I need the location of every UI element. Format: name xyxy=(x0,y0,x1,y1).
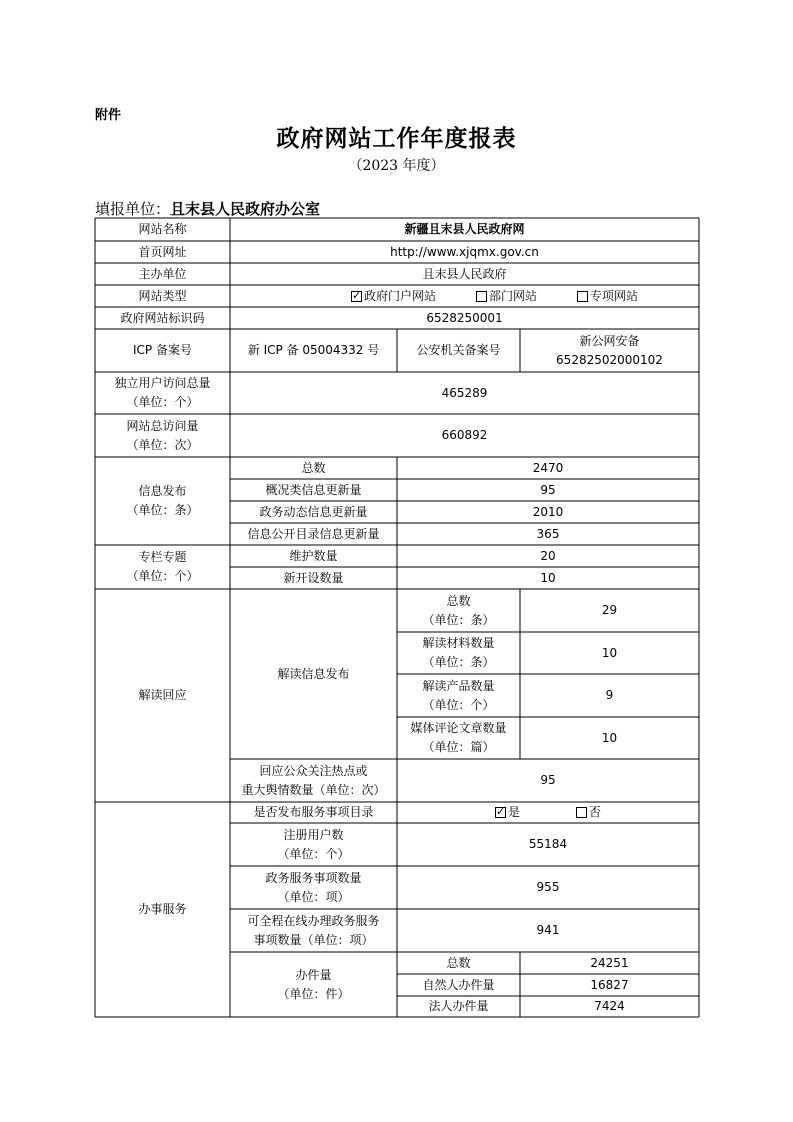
interpretation-label: 解读回应 xyxy=(138,688,187,702)
cases-row-value: 7424 xyxy=(594,999,625,1013)
checkbox-icon xyxy=(577,291,588,302)
hotspot-label-line2: 重大舆情数量（单位：次） xyxy=(241,782,386,797)
info-publish-label xyxy=(95,457,230,545)
service-items-value: 955 xyxy=(536,880,560,894)
online-items-label xyxy=(230,909,397,952)
interp-row-value: 10 xyxy=(601,730,618,745)
site-code-value: 6528250001 xyxy=(426,310,503,325)
homepage-label: 首页网址 xyxy=(138,244,187,259)
info-row-value: 2010 xyxy=(532,504,564,519)
checked-checkbox-icon xyxy=(495,807,506,818)
interp-row-label xyxy=(397,674,520,717)
service-label: 办事服务 xyxy=(138,902,187,916)
interp-row-value: 29 xyxy=(601,603,618,617)
users-label-text: 注册用户数 xyxy=(283,827,344,842)
online-items-label-line1: 可全程在线办理政务服务 xyxy=(247,913,380,928)
police-record-label: 公安机关备案号 xyxy=(416,343,501,357)
report-year: （2023 年度） xyxy=(348,158,445,174)
filing-unit-value: 且末县人民政府办公室 xyxy=(170,200,321,218)
interp-row-unit: （单位：条） xyxy=(422,612,495,627)
info-row-label: 总数 xyxy=(301,460,326,475)
hotspot-value: 95 xyxy=(540,773,556,787)
catalog-option-yes[interactable] xyxy=(495,803,520,822)
site-type-option-department[interactable] xyxy=(476,287,537,306)
catalog-option-no[interactable] xyxy=(576,803,601,822)
interp-row-label xyxy=(397,589,520,632)
pv-value: 660892 xyxy=(441,428,488,442)
users-unit: （单位：个） xyxy=(277,846,350,861)
police-record-line2: 65282502000102 xyxy=(556,352,663,367)
users-label xyxy=(230,823,397,866)
service-items-unit: （单位：项） xyxy=(277,889,350,904)
cases-label-text: 办件量 xyxy=(295,967,332,982)
interp-row-label-text: 解读产品数量 xyxy=(422,678,495,693)
checkbox-icon xyxy=(576,807,587,818)
cases-row-label: 自然人办件量 xyxy=(422,977,495,992)
checked-checkbox-icon xyxy=(351,291,362,302)
homepage-url[interactable]: http://www.xjqmx.gov.cn xyxy=(390,244,539,259)
police-record-value xyxy=(520,329,699,372)
icp-label: ICP 备案号 xyxy=(133,343,192,357)
hotspot-label-line1: 回应公众关注热点或 xyxy=(259,763,368,778)
interp-row-value: 9 xyxy=(605,688,614,702)
column-row-label: 新开设数量 xyxy=(283,570,344,585)
info-row-label: 概况类信息更新量 xyxy=(265,482,362,497)
info-publish-label-text: 信息发布 xyxy=(138,484,187,498)
column-row-label: 维护数量 xyxy=(289,548,338,563)
site-name-value: 新疆且末县人民政府网 xyxy=(404,222,525,236)
info-publish-unit: （单位：条） xyxy=(126,503,199,517)
interp-row-unit: （单位：个） xyxy=(422,697,495,712)
column-topic-label xyxy=(95,545,230,589)
interp-row-label-text: 媒体评论文章数量 xyxy=(410,721,507,735)
hotspot-label xyxy=(230,759,397,802)
icp-value: 新 ICP 备 05004332 号 xyxy=(247,343,380,357)
online-items-label-line2: 事项数量（单位：项） xyxy=(253,932,374,947)
pv-unit: （单位：次） xyxy=(126,437,199,452)
interp-row-label xyxy=(397,632,520,674)
uv-unit: （单位：个） xyxy=(126,395,199,409)
site-type-option-label: 专项网站 xyxy=(590,288,639,303)
column-row-value: 20 xyxy=(540,548,556,563)
online-items-value: 941 xyxy=(536,923,560,937)
cases-row-value: 24251 xyxy=(590,955,629,970)
catalog-label: 是否发布服务事项目录 xyxy=(253,805,374,819)
service-items-label-text: 政务服务事项数量 xyxy=(265,870,362,885)
pv-label-text: 网站总访问量 xyxy=(126,418,199,433)
column-topic-unit: （单位：个） xyxy=(126,569,199,583)
uv-label-text: 独立用户访问总量 xyxy=(114,376,211,390)
interp-row-unit: （单位：篇） xyxy=(422,740,495,754)
interp-row-label-text: 解读材料数量 xyxy=(422,636,495,650)
site-type-options xyxy=(230,285,699,307)
sponsor-value: 且末县人民政府 xyxy=(422,266,507,281)
interp-row-label xyxy=(397,717,520,759)
site-name-label: 网站名称 xyxy=(138,222,187,236)
uv-value: 465289 xyxy=(441,385,488,400)
site-type-option-portal[interactable] xyxy=(351,287,436,306)
info-row-value: 95 xyxy=(540,482,556,497)
checkbox-icon xyxy=(476,291,487,302)
page-title: 政府网站工作年度报表 xyxy=(276,125,517,152)
pv-label xyxy=(95,414,230,457)
info-row-label: 信息公开目录信息更新量 xyxy=(247,526,380,541)
site-type-option-special[interactable] xyxy=(577,287,638,306)
cases-unit: （单位：件） xyxy=(277,986,350,1001)
site-type-label: 网站类型 xyxy=(138,288,187,303)
police-record-line1: 新公网安备 xyxy=(579,333,640,348)
site-type-option-label: 政府门户网站 xyxy=(363,288,436,303)
cases-row-value: 16827 xyxy=(590,977,629,992)
catalog-option-label: 否 xyxy=(589,805,602,819)
interp-row-unit: （单位：条） xyxy=(422,655,495,669)
catalog-options xyxy=(397,802,699,823)
cases-label xyxy=(230,952,397,1017)
sponsor-label: 主办单位 xyxy=(138,266,187,281)
info-row-value: 365 xyxy=(536,526,560,541)
column-row-value: 10 xyxy=(540,570,556,585)
info-row-value: 2470 xyxy=(532,460,564,475)
column-topic-label-text: 专栏专题 xyxy=(138,550,187,564)
filing-unit-label: 填报单位： xyxy=(95,200,171,218)
attachment-label: 附件 xyxy=(95,108,122,123)
interp-row-label-text: 总数 xyxy=(446,593,471,608)
interp-row-value: 10 xyxy=(601,645,618,660)
uv-label xyxy=(95,372,230,414)
info-row-label: 政务动态信息更新量 xyxy=(259,504,368,519)
cases-row-label: 总数 xyxy=(446,955,471,970)
site-code-label: 政府网站标识码 xyxy=(120,310,205,325)
cases-row-label: 法人办件量 xyxy=(428,999,489,1013)
service-items-label xyxy=(230,866,397,909)
catalog-option-label: 是 xyxy=(507,805,520,819)
users-value: 55184 xyxy=(528,837,568,851)
interpretation-publish-label: 解读信息发布 xyxy=(277,666,350,681)
site-type-option-label: 部门网站 xyxy=(488,288,537,303)
